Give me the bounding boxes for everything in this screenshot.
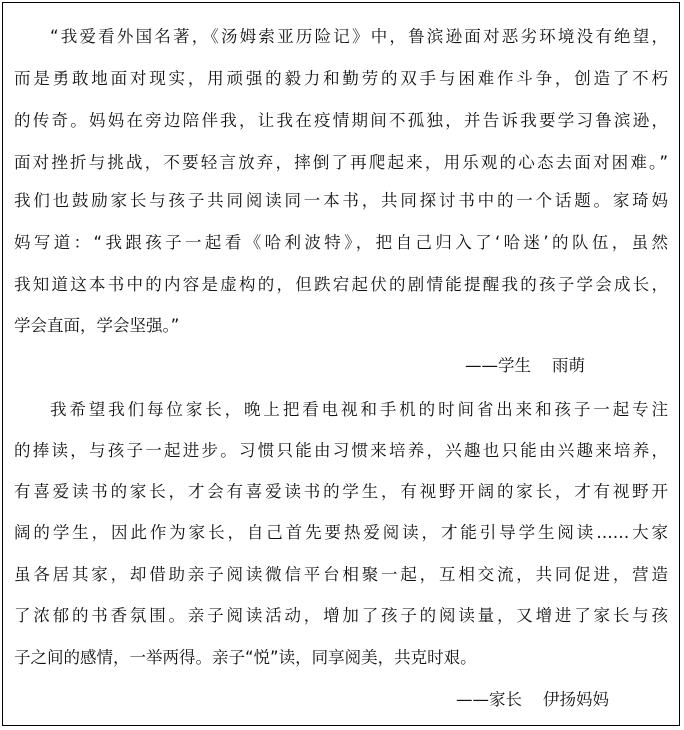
text-line: 学会直面，学会坚强。”: [14, 316, 180, 335]
text-line: 我们也鼓励家长与孩子共同阅读同一本书，共同探讨书中的一个话题。家琦妈: [14, 191, 668, 210]
text-line: 而是勇敢地面对现实，用顽强的毅力和勤劳的双手与困难作斗争，创造了不朽: [14, 69, 668, 88]
text-line: 的传奇。妈妈在旁边陪伴我，让我在疫情期间不孤独，并告诉我要学习鲁滨逊，: [14, 111, 668, 130]
text-line: 我知道这本书中的内容是虚构的，但跌宕起伏的剧情能提醒我的孩子学会成长，: [14, 275, 668, 294]
text-line: 的捧读，与孩子一起进步。习惯只能由习惯来培养，兴趣也只能由兴趣来培养，: [14, 441, 668, 460]
text-line: 了浓郁的书香氛围。亲子阅读活动，增加了孩子的阅读量，又增进了家长与孩: [14, 606, 668, 625]
text-line: 子之间的感情，一举两得。亲子“悦”读，同享阅美，共克时艰。: [14, 648, 477, 667]
signature-student: ——学生 雨萌: [465, 356, 585, 375]
text-line: 我希望我们每位家长，晚上把看电视和手机的时间省出来和孩子一起专注: [50, 400, 668, 419]
text-line: 面对挫折与挑战，不要轻言放弃，摔倒了再爬起来，用乐观的心态去面对困难。”: [14, 153, 668, 172]
text-line: 虽各居其家，却借助亲子阅读微信平台相聚一起，互相交流，共同促进，营造: [14, 565, 668, 584]
text-line: “我爱看外国名著，《汤姆索亚历险记》中，鲁滨逊面对恶劣环境没有绝望，: [50, 27, 668, 46]
text-line: 阔的学生，因此作为家长，自己首先要热爱阅读，才能引导学生阅读……大家: [14, 523, 668, 542]
signature-parent: ——家长 伊扬妈妈: [456, 690, 609, 709]
text-line: 妈写道：“我跟孩子一起看《哈利波特》，把自己归入了‘哈迷’的队伍，虽然: [14, 233, 668, 252]
text-line: 有喜爱读书的家长，才会有喜爱读书的学生，有视野开阔的家长，才有视野开: [14, 482, 668, 501]
